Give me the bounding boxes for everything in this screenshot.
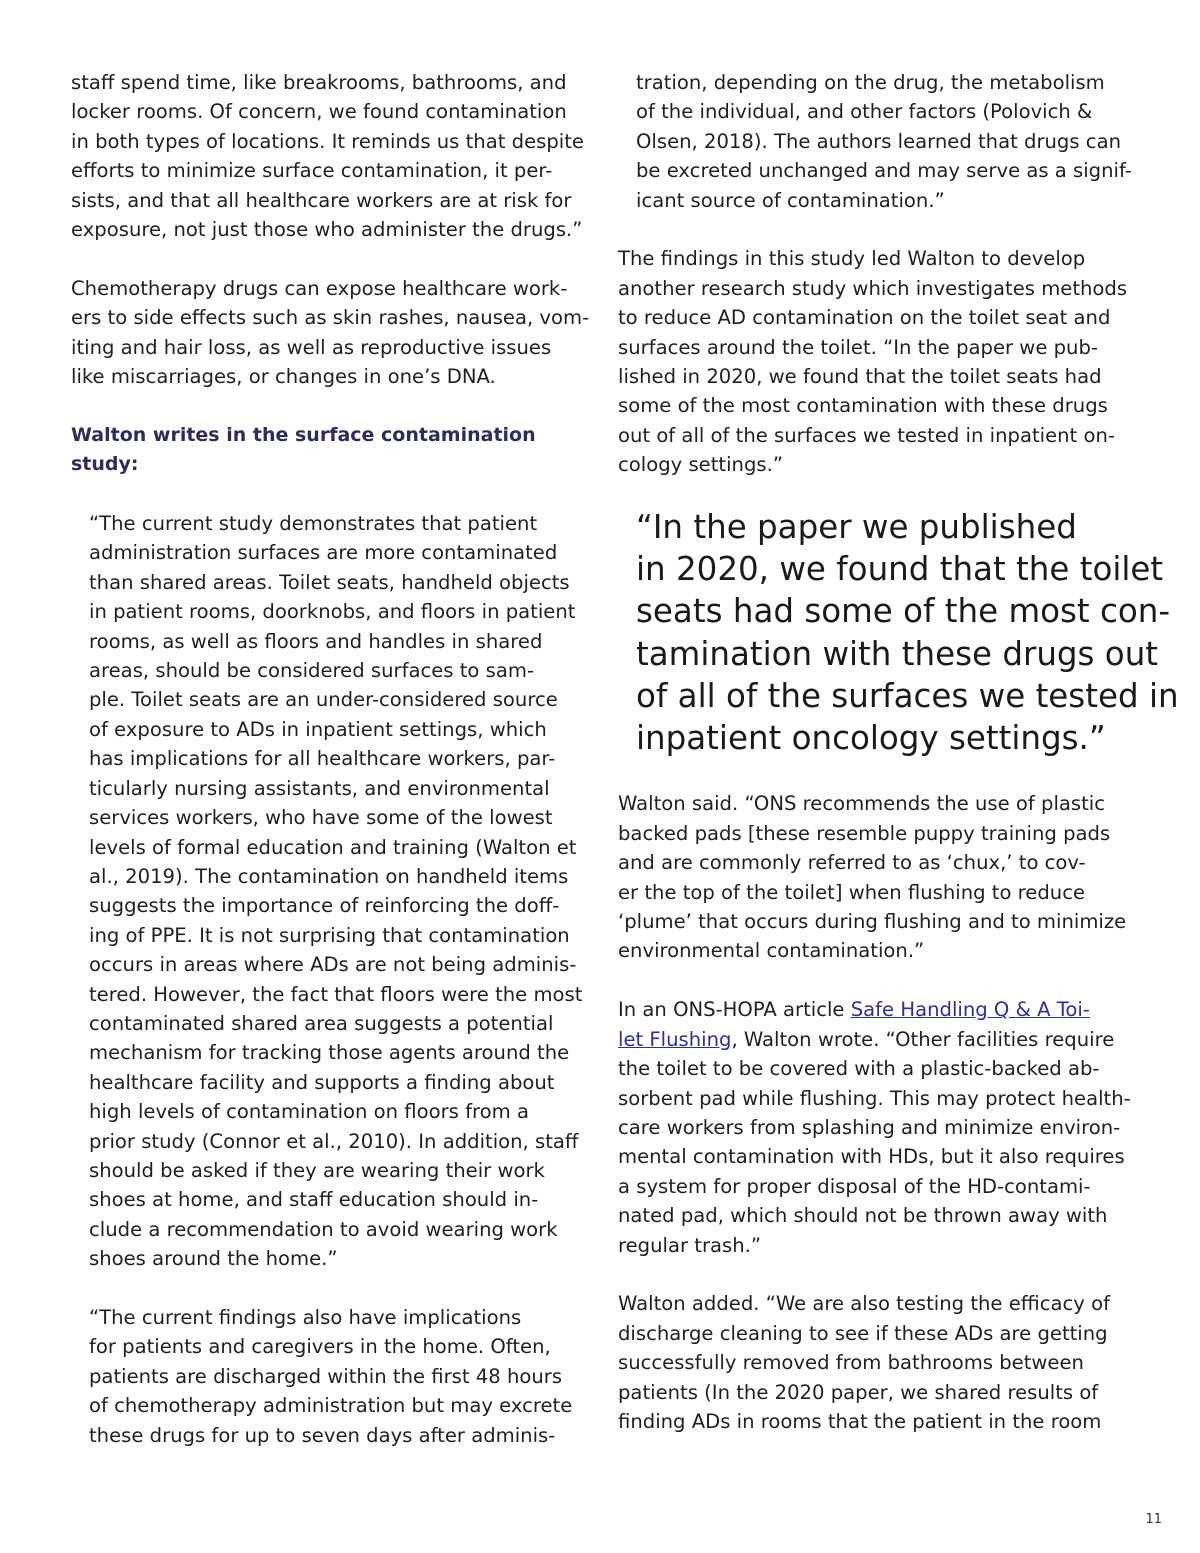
text-line: al., 2019). The contamination on handheld items [89,864,569,888]
text-line: of chemotherapy administration but may excrete [89,1394,573,1418]
text-line: areas, should be considered surfaces to sam- [89,659,535,683]
page-number: 11 [1145,1512,1162,1527]
added-paragraph [618,1289,1140,1436]
text-line: of the individual, and other factors (Polovich & [636,100,1093,124]
text-line: mental contamination with HDs, but it also requires [618,1145,1125,1169]
text-line: occurs in areas where ADs are not being adminis- [89,953,577,977]
text-line: these drugs for up to seven days after adminis- [89,1423,556,1447]
text-line: regular trash.” [618,1233,762,1257]
text-line: services workers, who have some of the lowest [89,806,553,830]
text-line: ers to side effects such as skin rashes, nausea, vom- [71,306,590,330]
study-paragraph [618,244,1140,479]
text-line: for patients and caregivers in the home. Often, [89,1335,551,1359]
safe-handling-link-continued[interactable]: let Flushing [618,1027,732,1051]
text-line: in 2020, we found that the toilet [636,549,1164,588]
text-line: in patient rooms, doorknobs, and floors in patient [89,600,576,624]
text-line: mechanism for tracking those agents around the [89,1041,570,1065]
text-line: shoes at home, and staff education should in- [89,1188,539,1212]
hopa-paragraph [618,995,1140,1260]
text-line: tration, depending on the drug, the metabolism [636,71,1105,94]
text-line: rooms, as well as floors and handles in shared [89,629,543,653]
text-line: Walton added. “We are also testing the efficacy of [618,1292,1110,1316]
text-line: the toilet to be covered with a plastic-backed ab- [618,1057,1100,1081]
text-line: “The current findings also have implications [89,1306,522,1329]
text-line [618,995,1140,1024]
text-line: sists, and that all healthcare workers are at risk for [71,188,572,212]
text-line: shoes around the home.” [89,1247,338,1271]
text-line: high levels of contamination on floors from a [89,1100,529,1124]
safe-handling-link[interactable]: Safe Handling Q & A Toi- [850,998,1090,1022]
text-line: out of all of the surfaces we tested in inpatient on- [618,423,1115,447]
text-line: ple. Toilet seats are an under-considered source [89,688,558,712]
text-line: than shared areas. Toilet seats, handheld objects [89,570,570,594]
text-line: care workers from splashing and minimize environ- [618,1115,1121,1139]
text-line: in both types of locations. It reminds us that despite [71,129,584,153]
text-line: a system for proper disposal of the HD-contami- [618,1174,1091,1198]
findings-quote [71,1303,591,1450]
findings-quote-continued [618,68,1140,215]
text-line: tered. However, the fact that floors were the most [89,982,583,1006]
text-line: has implications for all healthcare workers, par- [89,747,556,771]
text-line: successfully removed from bathrooms between [618,1351,1084,1375]
text-line: icant source of contamination.” [636,188,945,212]
text-line: environmental contamination.” [618,939,925,963]
text-line: healthcare facility and supports a finding about [89,1070,555,1094]
text-line: suggests the importance of reinforcing the doff- [89,894,560,918]
text-line: prior study (Connor et al., 2010). In addition, staff [89,1129,579,1153]
text-line: “In the paper we published [636,507,1077,546]
text-line: lished in 2020, we found that the toilet seats had [618,365,1102,389]
text-line: like miscarriages, or changes in one’s DNA. [71,365,496,389]
text-line: of exposure to ADs in inpatient settings, which [89,717,547,741]
text-line: administration surfaces are more contaminated [89,541,558,565]
text-line: patients are discharged within the first 48 hours [89,1364,563,1388]
text-line: contaminated shared area suggests a potential [89,1011,554,1035]
text-line: finding ADs in rooms that the patient in the room [618,1409,1102,1433]
study-quote [71,509,591,1274]
text-line: should be asked if they are wearing their work [89,1158,545,1182]
text-line: surfaces around the toilet. “In the paper we pub- [618,335,1098,359]
text-line: ticularly nursing assistants, and environmental [89,776,550,800]
intro-quote-end [71,68,591,244]
text-line: and are commonly referred to as ‘chux,’ to cov- [618,851,1086,875]
text-line: staff spend time, like breakrooms, bathrooms, and [71,71,567,94]
right-column [618,68,1179,1436]
text-line: Chemotherapy drugs can expose healthcare work- [71,276,568,300]
text-line: backed pads [these resemble puppy training pads [618,821,1111,845]
text-line: be excreted unchanged and may serve as a signif- [636,159,1132,183]
text-line: The findings in this study led Walton to develop [618,247,1086,271]
pull-quote [618,506,1179,760]
text-line: ing of PPE. It is not surprising that contamination [89,923,570,947]
text-line: some of the most contamination with these drugs [618,394,1108,418]
chemo-paragraph [71,274,591,392]
text-line: levels of formal education and training (Walton et [89,835,577,859]
text-line: discharge cleaning to see if these ADs are getting [618,1321,1108,1345]
text-line: of all of the surfaces we tested in [636,676,1179,715]
text-line: inpatient oncology settings.” [636,719,1106,758]
text-span: In an ONS-HOPA article [618,998,851,1022]
text-line: to reduce AD contamination on the toilet seat and [618,306,1111,330]
text-line: exposure, not just those who administer the drugs.” [71,218,583,242]
text-line: iting and hair loss, as well as reproductive issues [71,335,552,359]
text-line: ‘plume’ that occurs during flushing and to minimize [618,910,1127,934]
text-line [618,1025,1140,1054]
text-line: cology settings.” [618,453,783,477]
text-line: tamination with these drugs out [636,634,1159,673]
text-line: Olsen, 2018). The authors learned that drugs can [636,129,1122,153]
text-line: nated pad, which should not be thrown away with [618,1204,1108,1228]
text-line: er the top of the toilet] when flushing to reduce [618,880,1086,904]
left-column [71,68,591,1450]
text-line: efforts to minimize surface contamination, it per- [71,159,553,183]
text-span: , Walton wrote. “Other facilities require [731,1027,1115,1051]
text-line: seats had some of the most con- [636,592,1171,631]
text-line: sorbent pad while flushing. This may protect health- [618,1086,1131,1110]
text-line: clude a recommendation to avoid wearing work [89,1217,558,1241]
text-line: Walton said. “ONS recommends the use of plastic [618,792,1106,816]
text-line: “The current study demonstrates that patient [89,512,538,536]
ons-paragraph [618,789,1140,965]
text-line: patients (In the 2020 paper, we shared results of [618,1380,1099,1404]
text-line: locker rooms. Of concern, we found contamination [71,100,567,124]
section-heading: Walton writes in the surface contamination study: [71,423,536,476]
text-line: another research study which investigates methods [618,276,1128,300]
